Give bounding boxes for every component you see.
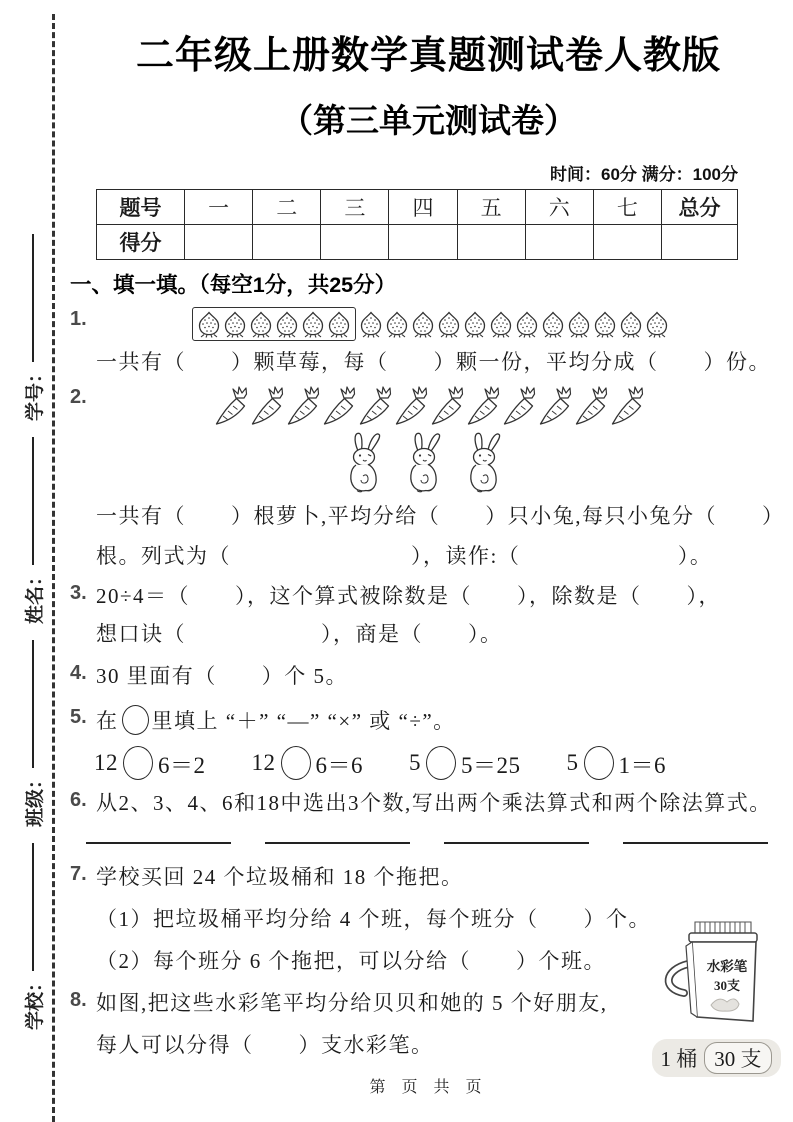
student-info-margin (12, 0, 56, 1122)
strawberry-group-box (192, 307, 356, 341)
question-1-number: 1. (70, 308, 87, 330)
question-2 (70, 385, 787, 427)
rabbit-icon (402, 429, 448, 493)
pen-bucket-label-line1: 水彩笔 (706, 959, 748, 974)
pen-bucket-caption (652, 1039, 781, 1077)
name-blank-line (32, 437, 34, 565)
carrot-icon (322, 385, 358, 427)
question-8-number: 8. (70, 989, 87, 1011)
operator-circle-icon (584, 746, 614, 780)
question-3-number: 3. (70, 582, 87, 604)
strawberry-icon (384, 310, 410, 338)
carrot-row (214, 385, 646, 427)
carrot-icon (394, 385, 430, 427)
strawberry-icon (196, 310, 222, 338)
carrot-icon (610, 385, 646, 427)
strawberry-icon (410, 310, 436, 338)
pen-bucket-label-line2: 30支 (713, 978, 741, 993)
question-2-number: 2. (70, 386, 87, 408)
operator-circle-icon (281, 746, 311, 780)
strawberry-icon (358, 310, 384, 338)
score-table-block (96, 160, 738, 260)
question-6 (70, 788, 787, 818)
strawberry-icon (592, 310, 618, 338)
caption-bucket-count: 1 桶 (660, 1047, 698, 1071)
equation-3-right: 5＝25 (461, 752, 521, 778)
question-7-sub2: （2）每个班分 6 个拖把，可以分给（ ）个班。 (96, 949, 606, 973)
col-header-5: 五 (457, 190, 525, 225)
student-id-blank-line (32, 234, 34, 362)
page-subtitle: （第三单元测试卷） (280, 102, 577, 139)
score-cell (593, 225, 661, 260)
col-header-3: 三 (321, 190, 389, 225)
question-5-intro (96, 705, 456, 736)
page-footer: 第 页 共 页 (369, 1079, 488, 1096)
equation-1-right: 6＝2 (158, 752, 206, 778)
pen-bucket-figure (642, 916, 790, 1077)
carrot-icon (466, 385, 502, 427)
col-header-2: 二 (253, 190, 321, 225)
time-info: 时间：60分 满分：100分 (550, 165, 738, 184)
question-6-answer-blanks (86, 842, 787, 844)
carrot-icon (538, 385, 574, 427)
class-label: 班级： (24, 769, 46, 827)
strawberry-icon (488, 310, 514, 338)
col-header-1: 一 (185, 190, 253, 225)
question-7 (70, 862, 787, 892)
question-6-number: 6. (70, 789, 87, 811)
question-7-text: 学校买回 24 个垃圾桶和 18 个拖把。 (96, 865, 464, 889)
strawberry-rest-group (358, 310, 670, 338)
score-cell (185, 225, 253, 260)
pen-bucket-icon (649, 916, 783, 1032)
strawberry-icon (618, 310, 644, 338)
total-header: 总分 (662, 190, 738, 225)
name-label: 姓名： (24, 566, 46, 624)
equation-2-left: 12 (251, 750, 276, 775)
carrot-icon (286, 385, 322, 427)
operator-circle-icon (426, 746, 456, 780)
score-cell (389, 225, 457, 260)
score-table-header-row (97, 190, 738, 225)
carrot-icon (214, 385, 250, 427)
section-one-heading: 一、填一填。（每空1分，共25分） (70, 273, 397, 297)
equation-4-left: 5 (566, 750, 579, 775)
equation-4 (567, 746, 667, 780)
strawberry-icon (222, 310, 248, 338)
equation-2-right: 6＝6 (315, 752, 363, 778)
score-cell (662, 225, 738, 260)
score-cell (253, 225, 321, 260)
strawberry-icon (274, 310, 300, 338)
score-cell (321, 225, 389, 260)
page-title: 二年级上册数学真题测试卷人教版 (135, 35, 721, 77)
rabbit-icon (342, 429, 388, 493)
col-header-6: 六 (525, 190, 593, 225)
strawberry-icon (326, 310, 352, 338)
question-3 (70, 581, 787, 611)
score-table (96, 189, 738, 260)
rabbit-row (342, 429, 787, 493)
carrot-icon (358, 385, 394, 427)
question-4-number: 4. (70, 662, 87, 684)
score-cell (525, 225, 593, 260)
question-1 (70, 307, 787, 341)
rabbit-icon (462, 429, 508, 493)
question-5-equations (94, 746, 787, 780)
school-blank-line (32, 843, 34, 971)
question-3-line2: 想口诀（ ），商是（ ）。 (96, 622, 503, 646)
answer-blank-line (623, 842, 768, 844)
question-1-text: 一共有（ ）颗草莓，每（ ）颗一份，平均分成（ ）份。 (96, 350, 771, 374)
question-number-header: 题号 (97, 190, 185, 225)
score-row (97, 225, 738, 260)
operator-circle-icon (123, 746, 153, 780)
equation-4-right: 1＝6 (618, 752, 666, 778)
caption-pen-count: 30 支 (704, 1042, 771, 1074)
question-2-line1: 一共有（ ）根萝卜,平均分给（ ）只小兔,每只小兔分（ ） (96, 504, 785, 528)
dashed-divider (52, 14, 55, 1122)
strawberry-icon (248, 310, 274, 338)
question-4-text: 30 里面有（ ）个 5。 (96, 664, 348, 688)
strawberry-icon (566, 310, 592, 338)
question-2-line2: 根。列式为（ ），读作:（ ）。 (96, 544, 713, 568)
question-4 (70, 661, 787, 691)
question-5-intro-suffix: 里填上 “＋” “—” “×” 或 “÷”。 (151, 709, 456, 733)
question-6-text: 从2、3、4、6和18中选出3个数,写出两个乘法算式和两个除法算式。 (96, 791, 772, 815)
equation-2 (252, 746, 364, 780)
answer-blank-line (265, 842, 410, 844)
answer-blank-line (444, 842, 589, 844)
operator-circle-icon (122, 705, 149, 735)
carrot-icon (250, 385, 286, 427)
carrot-icon (430, 385, 466, 427)
question-5-number: 5. (70, 706, 87, 728)
strawberry-icon (436, 310, 462, 338)
student-info-row (12, 0, 54, 1030)
equation-1-left: 12 (94, 750, 118, 775)
class-blank-line (32, 640, 34, 768)
equation-1 (94, 746, 206, 780)
answer-blank-line (86, 842, 231, 844)
strawberry-icon (462, 310, 488, 338)
strawberry-icon (300, 310, 326, 338)
score-cell (457, 225, 525, 260)
question-7-sub1: （1）把垃圾桶平均分给 4 个班，每个班分（ ）个。 (96, 907, 651, 931)
question-3-line1: 20÷4＝（ ），这个算式被除数是（ ），除数是（ ）， (96, 584, 722, 608)
carrot-icon (574, 385, 610, 427)
col-header-7: 七 (593, 190, 661, 225)
col-header-4: 四 (389, 190, 457, 225)
equation-3 (409, 746, 521, 780)
student-id-label: 学号： (24, 363, 46, 421)
score-row-label: 得分 (97, 225, 185, 260)
question-7-number: 7. (70, 863, 87, 885)
strawberry-row (192, 307, 670, 341)
strawberry-icon (540, 310, 566, 338)
strawberry-icon (514, 310, 540, 338)
equation-3-left: 5 (409, 750, 421, 775)
question-5-intro-prefix: 在 (96, 709, 119, 733)
school-label: 学校： (24, 972, 46, 1030)
carrot-icon (502, 385, 538, 427)
strawberry-icon (644, 310, 670, 338)
question-8-line1: 如图,把这些水彩笔平均分给贝贝和她的 5 个好朋友, (96, 991, 608, 1015)
question-5 (70, 705, 787, 736)
question-8-line2: 每人可以分得（ ）支水彩笔。 (96, 1033, 434, 1057)
